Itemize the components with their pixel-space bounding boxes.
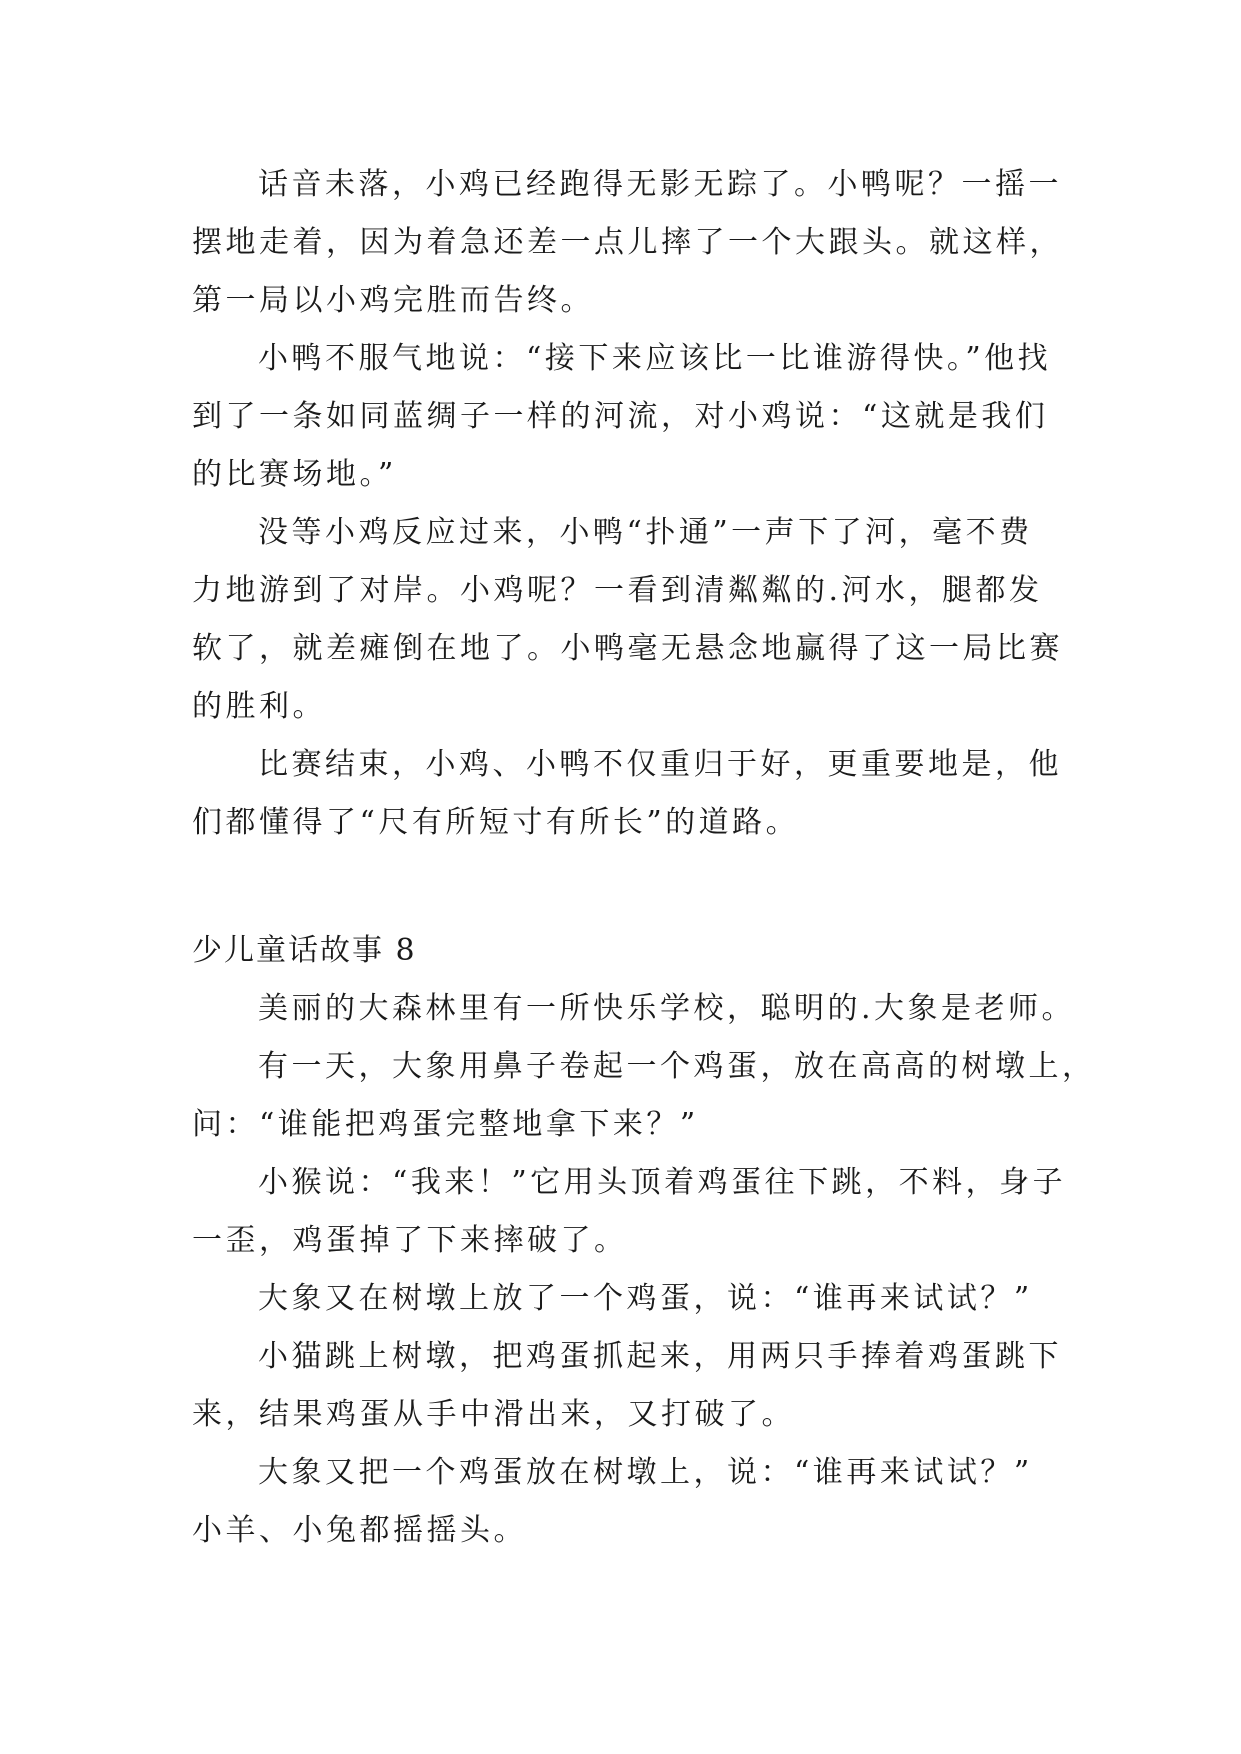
text-line: 美丽的大森林里有一所快乐学校，聪明的.大象是老师。 — [258, 991, 1076, 1026]
text-line: 的比赛场地。” — [192, 457, 397, 492]
paragraph — [192, 156, 1072, 330]
text-line: 到了一条如同蓝绸子一样的河流，对小鸡说：“这就是我们 — [192, 399, 1049, 434]
paragraph — [192, 736, 1072, 852]
paragraph — [192, 1444, 1072, 1560]
text-line: 第一局以小鸡完胜而告终。 — [192, 283, 594, 318]
story-section-2 — [192, 922, 1096, 1560]
text-line: 小羊、小兔都摇摇头。 — [192, 1513, 527, 1548]
text-line: 的胜利。 — [192, 689, 326, 724]
text-line: 小鸭不服气地说：“接下来应该比一比谁游得快。”他找 — [258, 341, 1052, 376]
text-line: 有一天，大象用鼻子卷起一个鸡蛋，放在高高的树墩上， — [258, 1049, 1096, 1084]
text-line: 话音未落，小鸡已经跑得无影无踪了。小鸭呢？一摇一 — [258, 167, 1062, 202]
text-line: 小猴说：“我来！”它用头顶着鸡蛋往下跳，不料，身子 — [258, 1165, 1067, 1200]
text-line: 大象又把一个鸡蛋放在树墩上，说：“谁再来试试？” — [258, 1455, 1033, 1490]
section-spacer — [192, 852, 1072, 922]
paragraph — [192, 1154, 1072, 1270]
text-line: 小猫跳上树墩，把鸡蛋抓起来，用两只手捧着鸡蛋跳下 — [258, 1339, 1062, 1374]
text-line: 软了，就差瘫倒在地了。小鸭毫无悬念地赢得了这一局比赛 — [192, 631, 1063, 666]
text-line: 一歪，鸡蛋掉了下来摔破了。 — [192, 1223, 628, 1258]
text-line: 比赛结束，小鸡、小鸭不仅重归于好，更重要地是，他 — [258, 747, 1062, 782]
text-line: 力地游到了对岸。小鸡呢？一看到清粼粼的.河水，腿都发 — [192, 573, 1043, 608]
text-line: 们都懂得了“尺有所短寸有所长”的道路。 — [192, 805, 800, 840]
document-page — [192, 156, 1096, 1560]
paragraph — [192, 1270, 1072, 1328]
text-line: 来，结果鸡蛋从手中滑出来，又打破了。 — [192, 1397, 795, 1432]
paragraph — [192, 1328, 1072, 1444]
story-section-1 — [192, 156, 1072, 852]
section-heading: 少儿童话故事 8 — [192, 933, 417, 968]
text-line: 问：“谁能把鸡蛋完整地拿下来？” — [192, 1107, 699, 1142]
text-line: 摆地走着，因为着急还差一点儿摔了一个大跟头。就这样， — [192, 225, 1063, 260]
paragraph — [192, 330, 1072, 504]
paragraph — [192, 1038, 1096, 1154]
paragraph — [192, 504, 1072, 736]
text-line: 大象又在树墩上放了一个鸡蛋，说：“谁再来试试？” — [258, 1281, 1033, 1316]
text-line: 没等小鸡反应过来，小鸭“扑通”一声下了河，毫不费 — [258, 515, 1033, 550]
paragraph — [192, 980, 1076, 1038]
